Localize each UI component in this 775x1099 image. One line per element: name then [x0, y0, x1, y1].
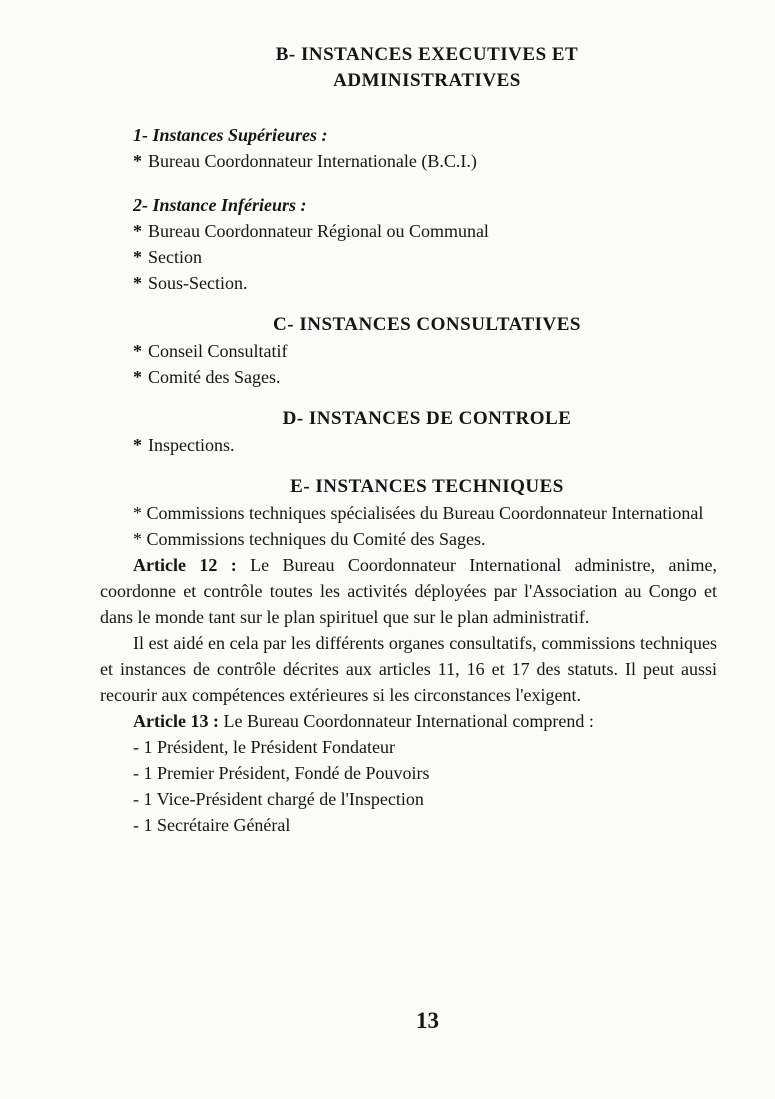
list-item-text: Comité des Sages. [148, 367, 281, 387]
list-item [133, 148, 735, 174]
section-d-title: D- INSTANCES DE CONTROLE [282, 408, 572, 429]
list-item-text: Section [148, 247, 202, 267]
technical-commission-item [100, 500, 717, 526]
article-12-text: Le Bureau Coordonnateur International administre, anime, coordonne et contrôle toutes les activités déployées par l'Association au Congo et dans le monde tant sur le plan spirituel que sur le plan administratif. [100, 555, 717, 627]
bullet-icon: * [133, 435, 142, 455]
list-item [133, 244, 735, 270]
list-item-text: Conseil Consultatif [148, 341, 288, 361]
bullet-icon: * [133, 151, 142, 171]
member-item: - 1 Président, le Président Fondateur [133, 737, 395, 757]
section-e-title: E- INSTANCES TECHNIQUES [290, 476, 564, 497]
member-item: - 1 Vice-Président chargé de l'Inspection [133, 789, 424, 809]
instances-superieures-title: 1- Instances Supérieures : [133, 125, 328, 145]
instances-inferieures-title: 2- Instance Inférieurs : [133, 195, 307, 215]
list-item [133, 432, 735, 458]
technical-commission-item [100, 526, 717, 552]
page-number: 13 [416, 1008, 439, 1033]
article-12-label: Article 12 : [133, 555, 237, 575]
article-13-paragraph [100, 708, 717, 734]
bullet-icon: * [133, 221, 142, 241]
list-item-text: Bureau Coordonnateur Régional ou Communal [148, 221, 489, 241]
article-12-text-2: Il est aidé en cela par les différents organes consultatifs, commissions techniques et instances de contrôle décrites aux articles 11, 16 et 17 des statuts. Il peut aussi recourir aux compétences extérieures si les circonstances l'exigent. [100, 633, 717, 705]
member-item: - 1 Premier Président, Fondé de Pouvoirs [133, 763, 430, 783]
list-item-text: Bureau Coordonnateur Internationale (B.C.I.) [148, 151, 477, 171]
bullet-icon: * [133, 341, 142, 361]
article-12-paragraph-2 [100, 630, 717, 708]
list-item-text: Commissions techniques du Comité des Sages. [146, 529, 486, 549]
article-13-label: Article 13 : [133, 711, 219, 731]
section-b-title-line1: B- INSTANCES EXECUTIVES ET [275, 44, 579, 65]
section-c-title: C- INSTANCES CONSULTATIVES [273, 314, 581, 335]
list-item-text: Inspections. [148, 435, 235, 455]
list-item-text: Commissions techniques spécialisées du Bureau Coordonnateur International [146, 503, 704, 523]
member-item: - 1 Secrétaire Général [133, 815, 291, 835]
list-item [133, 218, 735, 244]
bullet-icon: * [133, 273, 142, 293]
bullet-icon: * [133, 503, 142, 523]
list-item [133, 270, 735, 296]
bullet-icon: * [133, 529, 142, 549]
bullet-icon: * [133, 367, 142, 387]
article-13-text: Le Bureau Coordonnateur International comprend : [223, 711, 594, 731]
list-item-text: Sous-Section. [148, 273, 248, 293]
list-item [133, 364, 735, 390]
list-item [133, 338, 735, 364]
section-b-title-line2: ADMINISTRATIVES [333, 70, 521, 91]
article-12-paragraph [100, 552, 717, 630]
bullet-icon: * [133, 247, 142, 267]
